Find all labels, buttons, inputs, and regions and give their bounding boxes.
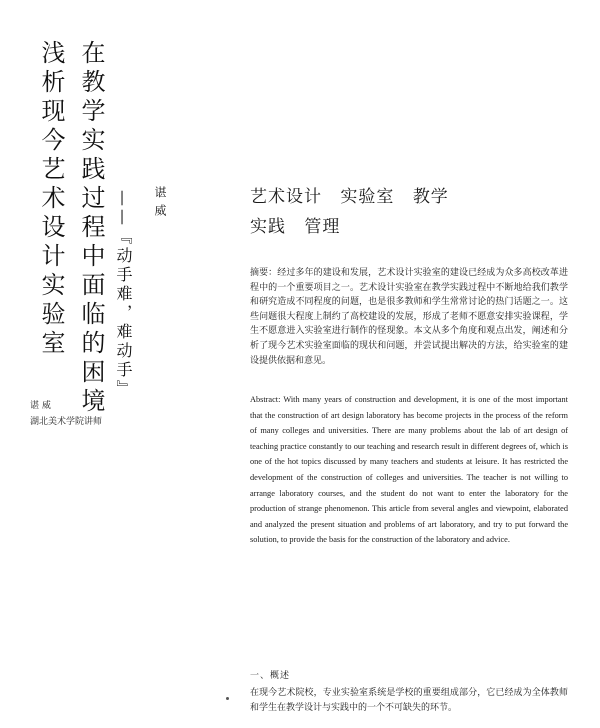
- author-block: [30, 398, 102, 430]
- keywords: [250, 182, 461, 242]
- author-name-vertical: 谌威: [153, 186, 167, 222]
- section-heading: 一、概述: [250, 671, 291, 681]
- subtitle: ——『动手难，难动手』: [114, 190, 133, 399]
- author-affiliation: 湖北美术学院讲师: [30, 417, 103, 427]
- keywords-row-1: [250, 182, 461, 212]
- intro-paragraph: 在现今艺术院校，专业实验室系统是学校的重要组成部分，它已经成为全体教师和学生在教学设计与实践中的一个不可缺失的环节。: [250, 688, 568, 713]
- author-name: 谌 威: [30, 401, 51, 411]
- keyword: 实验室: [340, 187, 395, 207]
- title-line-2: 浅析现今艺术设计实验室: [37, 40, 65, 359]
- abstract-english: Abstract: With many years of construction and development, it is one of the most important that the construction of art design laboratory has become projects in the process of the reform of many colleges and universities. There are many problems about the lab of art design of teaching practice constantly to our teaching and research result in different degrees of, which is one of the hot topics discussed by many teachers and students at leisure. It has restricted the development of the construction of colleges and universities. The teacher is not willing to arrange laboratory courses, and the student do not want to enter the laboratory for the production of strange phenomenon. This article from several angles and viewpoint, elaborated and analyzed the present situation and problems of art laboratory, and try to put forward the solution, to provide the basis for the construction of the laboratory and advice.: [250, 395, 568, 545]
- keywords-row-2: [250, 212, 461, 242]
- title-line-1: 在教学实践过程中面临的困境: [77, 40, 105, 417]
- keyword: 管理: [304, 217, 341, 237]
- keyword: 实践: [250, 217, 286, 237]
- abstract-chinese: 摘要：经过多年的建设和发展，艺术设计实验室的建设已经成为众多高校改革进程中的一个重要项目之一。艺术设计实验室在教学实践过程中不断地给我们教学和研究造成不同程度的问题，也是很多教师和学生常常讨论的热门话题之一。这些问题很大程度上制约了高校建设的发展，形成了老师不愿意安排实验课程，学生不愿意进入实验室进行制作的怪现象。本文从多个角度和观点出发，阐述和分析了现今艺术实验室面临的现状和问题，并尝试提出解决的方法，给实验室的建设提供依据和意见。: [250, 268, 568, 366]
- keyword: 艺术设计: [250, 187, 322, 207]
- margin-dot: [226, 697, 229, 700]
- keyword: 教学: [412, 187, 449, 207]
